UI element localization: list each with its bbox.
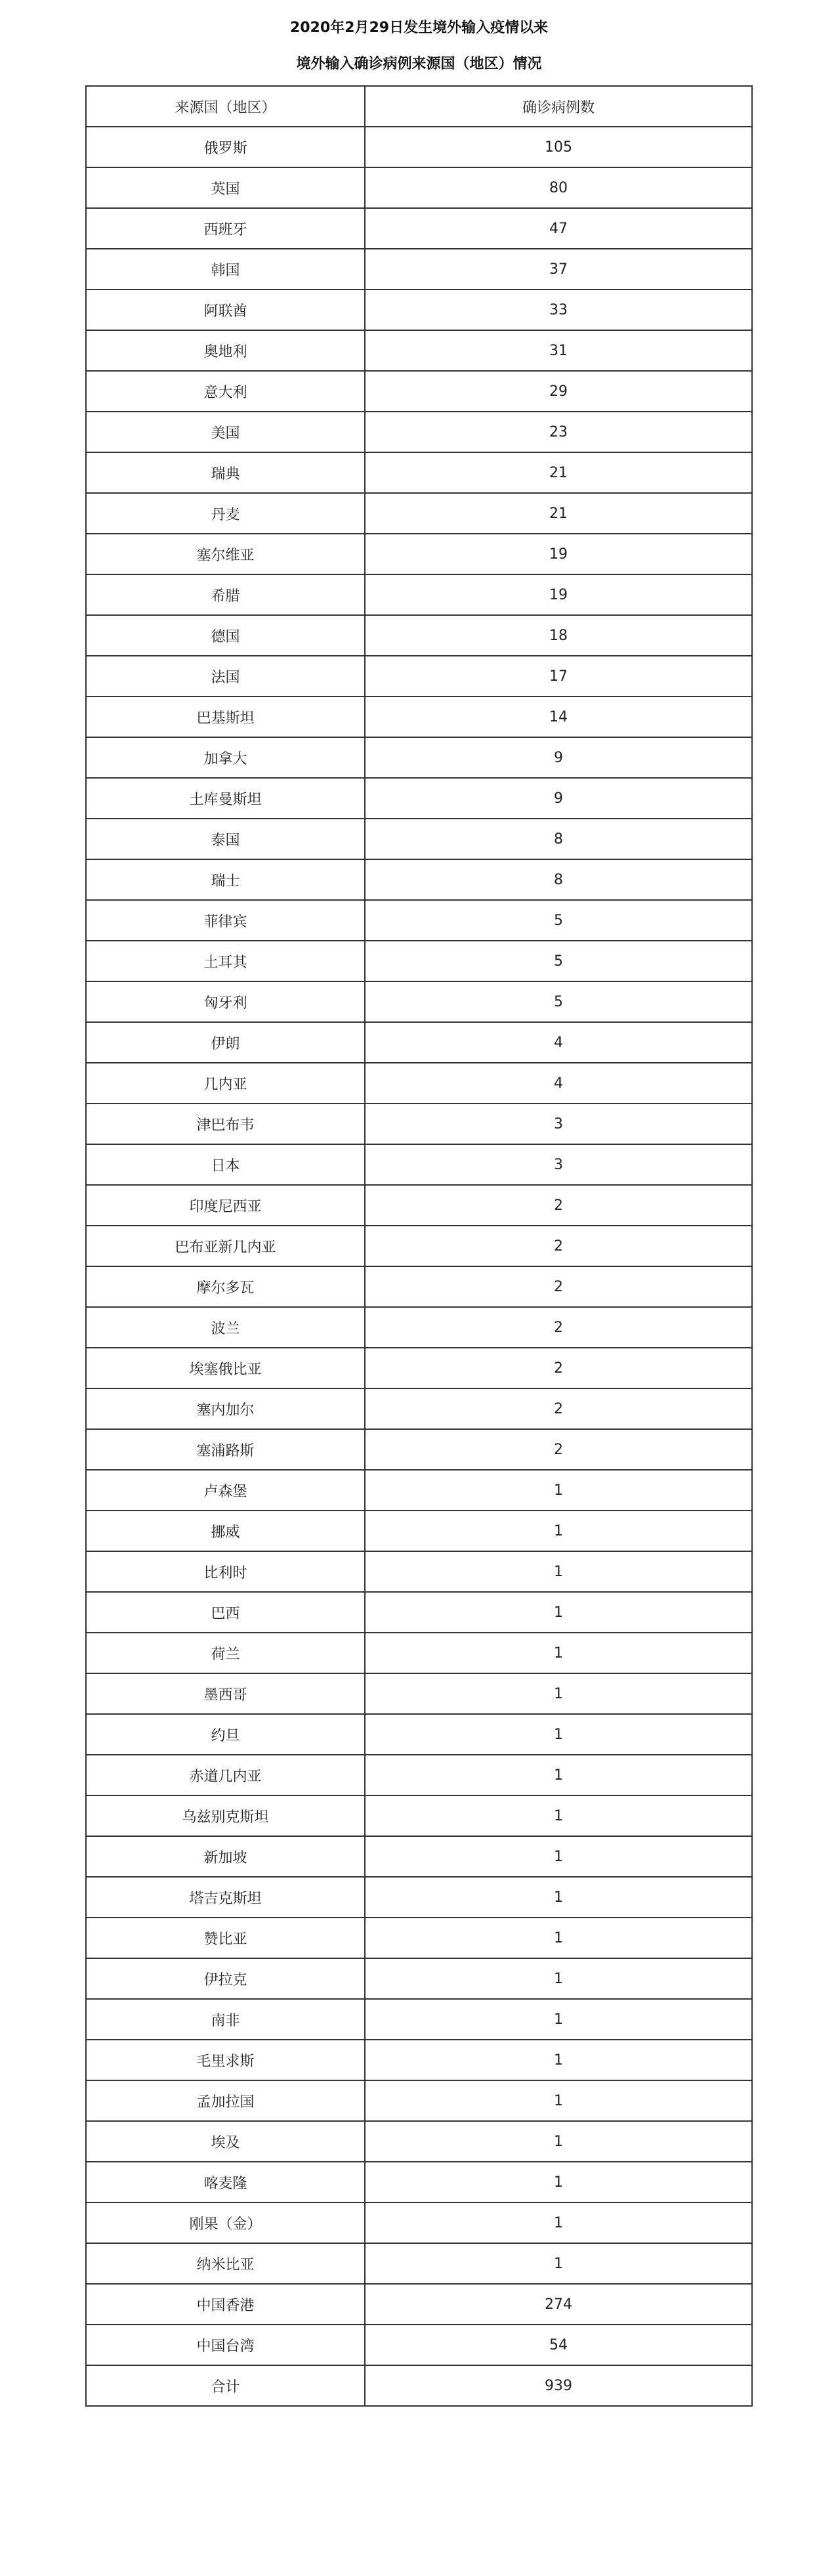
count-cell: 80	[365, 167, 752, 208]
table-row	[86, 1714, 752, 1755]
origin-cell: 波兰	[86, 1307, 365, 1348]
origin-cell: 中国香港	[86, 2284, 365, 2325]
origin-cell: 印度尼西亚	[86, 1185, 365, 1226]
table-row	[86, 2284, 752, 2325]
document-title: 2020年2月29日发生境外输入疫情以来	[289, 20, 549, 36]
count-cell: 3	[365, 1104, 752, 1144]
table-row	[86, 1551, 752, 1592]
origin-cell: 土耳其	[86, 941, 365, 981]
origin-cell: 西班牙	[86, 208, 365, 249]
table-row	[86, 1226, 752, 1266]
count-cell: 1	[365, 2243, 752, 2284]
count-cell: 1	[365, 1592, 752, 1633]
table-row	[86, 1592, 752, 1633]
table-row	[86, 330, 752, 371]
origin-cell: 埃及	[86, 2121, 365, 2162]
origin-cell: 比利时	[86, 1551, 365, 1592]
count-cell: 8	[365, 859, 752, 900]
count-cell: 1	[365, 2080, 752, 2121]
origin-cell: 巴西	[86, 1592, 365, 1633]
origin-cell: 刚果（金）	[86, 2202, 365, 2243]
origin-cell: 赞比亚	[86, 1918, 365, 1958]
count-cell: 31	[365, 330, 752, 371]
count-cell: 1	[365, 1755, 752, 1795]
count-cell: 1	[365, 1511, 752, 1551]
count-cell: 1	[365, 2121, 752, 2162]
table-row	[86, 452, 752, 493]
count-cell: 2	[365, 1226, 752, 1266]
origin-cell: 瑞士	[86, 859, 365, 900]
table-row	[86, 737, 752, 778]
table-row	[86, 2080, 752, 2121]
table-row	[86, 819, 752, 859]
count-cell: 1	[365, 1470, 752, 1511]
table-row	[86, 778, 752, 819]
count-cell: 19	[365, 534, 752, 574]
count-cell: 1	[365, 1877, 752, 1918]
origin-cell: 加拿大	[86, 737, 365, 778]
table-row	[86, 1999, 752, 2040]
table-row	[86, 1877, 752, 1918]
table-row	[86, 167, 752, 208]
count-cell: 4	[365, 1022, 752, 1063]
count-cell: 33	[365, 290, 752, 330]
origin-cell: 几内亚	[86, 1063, 365, 1104]
count-cell: 2	[365, 1429, 752, 1470]
table-row	[86, 941, 752, 981]
origin-cell: 英国	[86, 167, 365, 208]
count-cell: 1	[365, 2040, 752, 2080]
count-cell: 9	[365, 778, 752, 819]
table-row	[86, 697, 752, 737]
origin-cell: 南非	[86, 1999, 365, 2040]
table-row	[86, 2121, 752, 2162]
count-cell: 1	[365, 1836, 752, 1877]
origin-cell: 意大利	[86, 371, 365, 412]
origin-cell: 巴基斯坦	[86, 697, 365, 737]
origin-cell: 匈牙利	[86, 981, 365, 1022]
table-row	[86, 1063, 752, 1104]
count-cell: 18	[365, 615, 752, 656]
table-row	[86, 1429, 752, 1470]
table-row	[86, 1144, 752, 1185]
origin-cell: 中国台湾	[86, 2325, 365, 2365]
origin-cell: 埃塞俄比亚	[86, 1348, 365, 1388]
count-cell: 54	[365, 2325, 752, 2365]
origin-cell: 瑞典	[86, 452, 365, 493]
table-body	[86, 127, 752, 2365]
origin-cell: 喀麦隆	[86, 2162, 365, 2202]
table-title: 境外输入确诊病例来源国（地区）情况	[296, 56, 542, 72]
table-row	[86, 1388, 752, 1429]
origin-cell: 奥地利	[86, 330, 365, 371]
count-cell: 2	[365, 1307, 752, 1348]
count-cell: 1	[365, 2162, 752, 2202]
origin-cell: 巴布亚新几内亚	[86, 1226, 365, 1266]
table-row	[86, 127, 752, 167]
origin-cell: 荷兰	[86, 1633, 365, 1673]
count-cell: 1	[365, 2202, 752, 2243]
count-cell: 2	[365, 1266, 752, 1307]
table-row	[86, 371, 752, 412]
count-cell: 9	[365, 737, 752, 778]
count-cell: 5	[365, 900, 752, 941]
count-cell: 37	[365, 249, 752, 290]
table-row	[86, 1022, 752, 1063]
count-cell: 29	[365, 371, 752, 412]
origin-cell: 卢森堡	[86, 1470, 365, 1511]
count-cell: 1	[365, 1633, 752, 1673]
count-cell: 1	[365, 1999, 752, 2040]
count-cell: 274	[365, 2284, 752, 2325]
count-cell: 1	[365, 1714, 752, 1755]
table-row	[86, 859, 752, 900]
origin-cell: 摩尔多瓦	[86, 1266, 365, 1307]
table-row	[86, 2202, 752, 2243]
table-row	[86, 615, 752, 656]
table-row	[86, 1633, 752, 1673]
table-row	[86, 1511, 752, 1551]
origin-cell: 韩国	[86, 249, 365, 290]
table-row	[86, 1795, 752, 1836]
table-row	[86, 981, 752, 1022]
count-cell: 23	[365, 412, 752, 452]
table-row	[86, 656, 752, 697]
count-cell: 21	[365, 493, 752, 534]
origin-cell: 菲律宾	[86, 900, 365, 941]
header-origin: 来源国（地区）	[86, 86, 365, 127]
origin-cell: 孟加拉国	[86, 2080, 365, 2121]
header-count: 确诊病例数	[365, 86, 752, 127]
table-row	[86, 493, 752, 534]
origin-cell: 毛里求斯	[86, 2040, 365, 2080]
table-row	[86, 574, 752, 615]
table-row	[86, 1755, 752, 1795]
origin-cell: 纳米比亚	[86, 2243, 365, 2284]
count-cell: 1	[365, 1673, 752, 1714]
origin-cell: 阿联酋	[86, 290, 365, 330]
total-row	[86, 2365, 752, 2406]
table-row	[86, 1266, 752, 1307]
table-row	[86, 2162, 752, 2202]
origin-cell: 土库曼斯坦	[86, 778, 365, 819]
total-label: 合计	[86, 2365, 365, 2406]
table-row	[86, 1836, 752, 1877]
origin-cell: 塞尔维亚	[86, 534, 365, 574]
origin-cell: 德国	[86, 615, 365, 656]
count-cell: 2	[365, 1388, 752, 1429]
count-cell: 105	[365, 127, 752, 167]
origin-cell: 法国	[86, 656, 365, 697]
origin-cell: 伊朗	[86, 1022, 365, 1063]
table-row	[86, 2325, 752, 2365]
origin-cell: 日本	[86, 1144, 365, 1185]
table-row	[86, 1307, 752, 1348]
count-cell: 1	[365, 1551, 752, 1592]
origin-cell: 乌兹别克斯坦	[86, 1795, 365, 1836]
origin-cell: 塞浦路斯	[86, 1429, 365, 1470]
count-cell: 8	[365, 819, 752, 859]
table-row	[86, 1673, 752, 1714]
table-row	[86, 1470, 752, 1511]
count-cell: 1	[365, 1958, 752, 1999]
table-row	[86, 208, 752, 249]
origin-cell: 丹麦	[86, 493, 365, 534]
table-row	[86, 249, 752, 290]
origin-cell: 俄罗斯	[86, 127, 365, 167]
count-cell: 5	[365, 981, 752, 1022]
count-cell: 2	[365, 1185, 752, 1226]
table-row	[86, 1918, 752, 1958]
table-row	[86, 1185, 752, 1226]
origin-cell: 塔吉克斯坦	[86, 1877, 365, 1918]
table-row	[86, 290, 752, 330]
count-cell: 1	[365, 1795, 752, 1836]
origin-cell: 津巴布韦	[86, 1104, 365, 1144]
count-cell: 19	[365, 574, 752, 615]
origin-cell: 约旦	[86, 1714, 365, 1755]
count-cell: 21	[365, 452, 752, 493]
count-cell: 3	[365, 1144, 752, 1185]
table-row	[86, 1104, 752, 1144]
count-cell: 2	[365, 1348, 752, 1388]
cases-table	[85, 85, 753, 2407]
origin-cell: 挪威	[86, 1511, 365, 1551]
origin-cell: 泰国	[86, 819, 365, 859]
origin-cell: 赤道几内亚	[86, 1755, 365, 1795]
origin-cell: 伊拉克	[86, 1958, 365, 1999]
table-row	[86, 1958, 752, 1999]
origin-cell: 美国	[86, 412, 365, 452]
table-row	[86, 1348, 752, 1388]
count-cell: 4	[365, 1063, 752, 1104]
count-cell: 47	[365, 208, 752, 249]
table-header-row	[86, 86, 752, 127]
count-cell: 14	[365, 697, 752, 737]
table-row	[86, 2040, 752, 2080]
origin-cell: 墨西哥	[86, 1673, 365, 1714]
origin-cell: 希腊	[86, 574, 365, 615]
count-cell: 5	[365, 941, 752, 981]
table-row	[86, 534, 752, 574]
count-cell: 17	[365, 656, 752, 697]
total-count: 939	[365, 2365, 752, 2406]
table-row	[86, 2243, 752, 2284]
table-row	[86, 900, 752, 941]
origin-cell: 新加坡	[86, 1836, 365, 1877]
count-cell: 1	[365, 1918, 752, 1958]
origin-cell: 塞内加尔	[86, 1388, 365, 1429]
table-row	[86, 412, 752, 452]
